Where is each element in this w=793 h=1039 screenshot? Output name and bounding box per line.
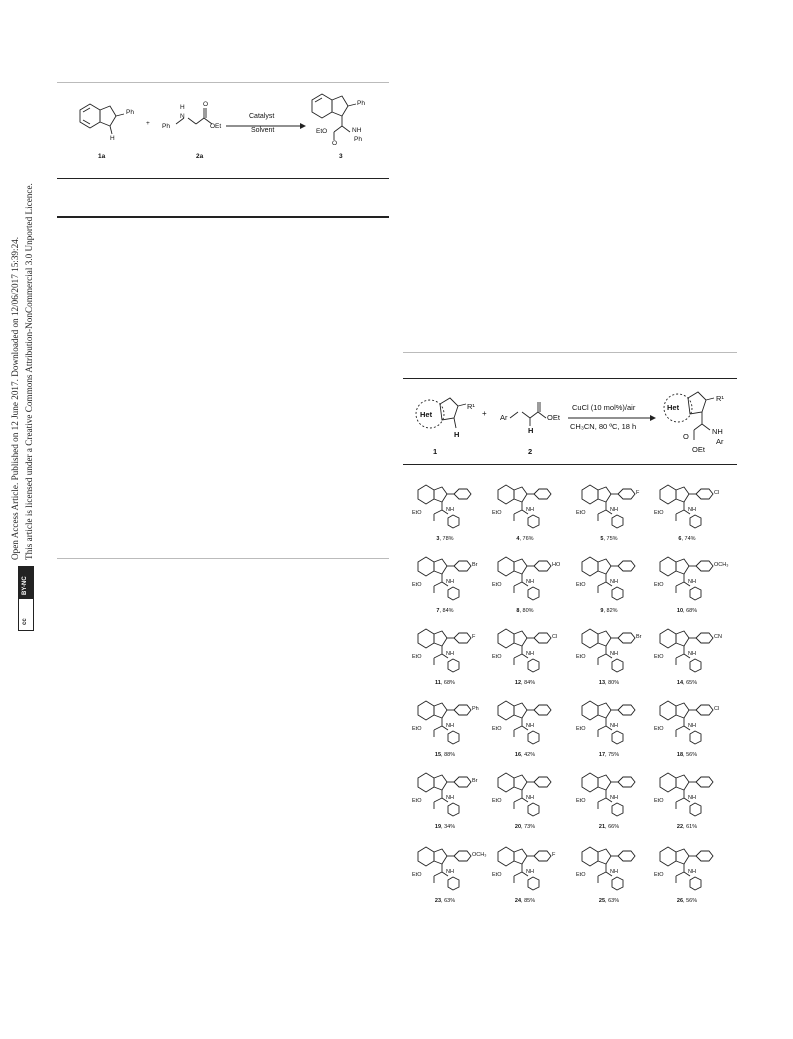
product-eto: EtO bbox=[412, 654, 422, 660]
scheme1-plus: + bbox=[146, 120, 150, 127]
product-number: 10 bbox=[676, 608, 684, 614]
product-9 bbox=[574, 552, 652, 622]
product-number: 20 bbox=[514, 824, 522, 830]
scheme2-cond-bottom: CH₃CN, 80 ºC, 18 h bbox=[570, 422, 637, 431]
product-eto: EtO bbox=[492, 726, 502, 732]
product-yield: , 68% bbox=[440, 680, 455, 686]
product-7 bbox=[410, 552, 488, 622]
product-number: 5 bbox=[600, 536, 604, 542]
product-substituent: HO bbox=[552, 562, 561, 568]
product-13 bbox=[574, 624, 652, 694]
product-eto: EtO bbox=[654, 872, 664, 878]
product-eto: EtO bbox=[492, 510, 502, 516]
product-eto: EtO bbox=[492, 654, 502, 660]
product-yield: , 65% bbox=[683, 680, 698, 686]
product-yield: , 68% bbox=[683, 608, 698, 614]
product-nh: NH bbox=[688, 507, 696, 513]
scheme1-r2-n: N bbox=[180, 113, 185, 120]
product-caption bbox=[490, 898, 560, 904]
product-substituent: Ph bbox=[472, 706, 479, 712]
product-eto: EtO bbox=[576, 726, 586, 732]
product-caption bbox=[574, 898, 644, 904]
scheme1-r2-ph: Ph bbox=[162, 123, 170, 130]
product-substituent: Br bbox=[636, 634, 642, 640]
product-yield: , 56% bbox=[683, 898, 698, 904]
product-eto: EtO bbox=[412, 510, 422, 516]
product-caption bbox=[574, 680, 644, 686]
sidebar-line-2: This article is licensed under a Creative Commons Attribution-NonCommercial 3.0 Unported Licence. bbox=[24, 183, 34, 560]
scheme2-ar: Ar bbox=[500, 413, 508, 422]
product-23 bbox=[410, 842, 488, 912]
product-nh: NH bbox=[526, 507, 534, 513]
product-number: 8 bbox=[516, 608, 520, 614]
product-number: 13 bbox=[598, 680, 606, 686]
product-caption bbox=[490, 824, 560, 830]
product-caption bbox=[410, 536, 480, 542]
product-nh: NH bbox=[526, 795, 534, 801]
product-nh: NH bbox=[526, 579, 534, 585]
product-eto: EtO bbox=[576, 510, 586, 516]
product-caption bbox=[652, 680, 722, 686]
product-nh: NH bbox=[526, 651, 534, 657]
product-number: 18 bbox=[676, 752, 684, 758]
scheme1-solvent: Solvent bbox=[251, 127, 275, 134]
product-substituent: F bbox=[552, 852, 556, 858]
product-number: 4 bbox=[516, 536, 520, 542]
product-yield: , 78% bbox=[439, 536, 454, 542]
product-eto: EtO bbox=[654, 582, 664, 588]
scheme2-label1: 1 bbox=[433, 447, 438, 456]
product-eto: EtO bbox=[412, 726, 422, 732]
scheme1-reactant2 bbox=[168, 102, 228, 136]
product-eto: EtO bbox=[576, 798, 586, 804]
product-11 bbox=[410, 624, 488, 694]
rule-top-left bbox=[57, 82, 389, 83]
scheme2-h: H bbox=[454, 430, 460, 439]
product-caption bbox=[410, 898, 480, 904]
product-eto: EtO bbox=[654, 654, 664, 660]
scheme1-r1-h: H bbox=[110, 135, 115, 142]
product-eto: EtO bbox=[492, 798, 502, 804]
scheme1-p-nh: NH bbox=[352, 127, 362, 134]
product-yield: , 34% bbox=[441, 824, 456, 830]
product-20 bbox=[490, 768, 568, 838]
scheme2-p-r1: R¹ bbox=[716, 394, 724, 403]
product-yield: , 84% bbox=[439, 608, 454, 614]
scheme2-p-o: O bbox=[683, 432, 689, 441]
product-eto: EtO bbox=[492, 872, 502, 878]
product-yield: , 63% bbox=[605, 898, 620, 904]
scheme1-r2-label: 2a bbox=[196, 153, 204, 160]
scheme1-reactant1 bbox=[72, 100, 132, 150]
scheme1-r2-o: O bbox=[203, 101, 209, 108]
product-eto: EtO bbox=[654, 510, 664, 516]
product-yield: , 42% bbox=[521, 752, 536, 758]
product-nh: NH bbox=[610, 795, 618, 801]
product-caption bbox=[410, 752, 480, 758]
product-yield: , 74% bbox=[681, 536, 696, 542]
scheme2-het: Het bbox=[420, 410, 433, 419]
sidebar-line-1: Open Access Article. Published on 12 June 2017. Downloaded on 12/06/2017 15:39:24. bbox=[10, 236, 20, 560]
product-caption bbox=[490, 680, 560, 686]
cc-badge-cc: cc bbox=[22, 618, 28, 625]
scheme1-p-ph: Ph bbox=[357, 100, 365, 107]
product-17 bbox=[574, 696, 652, 766]
product-nh: NH bbox=[688, 795, 696, 801]
rule-scheme2-bottom bbox=[403, 464, 737, 465]
product-eto: EtO bbox=[576, 654, 586, 660]
product-yield: , 73% bbox=[521, 824, 536, 830]
product-caption bbox=[652, 752, 722, 758]
product-yield: , 80% bbox=[605, 680, 620, 686]
product-number: 12 bbox=[514, 680, 522, 686]
scheme1-r1-ph: Ph bbox=[126, 109, 134, 116]
product-number: 26 bbox=[676, 898, 684, 904]
product-eto: EtO bbox=[412, 582, 422, 588]
product-5 bbox=[574, 480, 652, 550]
product-number: 16 bbox=[514, 752, 522, 758]
rule-scheme1-bottom bbox=[57, 178, 389, 179]
product-nh: NH bbox=[688, 651, 696, 657]
product-number: 9 bbox=[600, 608, 604, 614]
product-eto: EtO bbox=[492, 582, 502, 588]
product-number: 15 bbox=[434, 752, 442, 758]
product-caption bbox=[490, 608, 560, 614]
rule-left-bottom bbox=[57, 558, 389, 559]
product-caption bbox=[574, 752, 644, 758]
scheme1-p-eto: EtO bbox=[316, 128, 328, 135]
product-number: 17 bbox=[598, 752, 606, 758]
product-yield: , 66% bbox=[605, 824, 620, 830]
product-caption bbox=[652, 608, 722, 614]
product-22 bbox=[652, 768, 730, 838]
product-caption bbox=[652, 898, 722, 904]
scheme1-r2-h: H bbox=[180, 104, 185, 111]
product-yield: , 61% bbox=[683, 824, 698, 830]
product-nh: NH bbox=[688, 869, 696, 875]
product-25 bbox=[574, 842, 652, 912]
scheme2-nh: H bbox=[528, 426, 534, 435]
product-4 bbox=[490, 480, 568, 550]
rule-table-top bbox=[57, 216, 389, 218]
product-number: 11 bbox=[435, 680, 441, 686]
product-caption bbox=[574, 536, 644, 542]
product-nh: NH bbox=[526, 869, 534, 875]
product-number: 14 bbox=[676, 680, 684, 686]
product-3 bbox=[410, 480, 488, 550]
rule-right-top bbox=[403, 352, 737, 353]
product-caption bbox=[652, 536, 722, 542]
product-substituent: OCH₃ bbox=[472, 852, 487, 858]
product-18 bbox=[652, 696, 730, 766]
product-nh: NH bbox=[446, 651, 454, 657]
product-yield: , 85% bbox=[521, 898, 536, 904]
product-substituent: CN bbox=[714, 634, 722, 640]
product-yield: , 75% bbox=[603, 536, 618, 542]
product-26 bbox=[652, 842, 730, 912]
scheme2-arrow bbox=[568, 414, 658, 422]
scheme2-p-nh: NH bbox=[712, 427, 723, 436]
product-nh: NH bbox=[610, 579, 618, 585]
product-nh: NH bbox=[610, 507, 618, 513]
product-nh: NH bbox=[610, 651, 618, 657]
product-14 bbox=[652, 624, 730, 694]
product-caption bbox=[574, 608, 644, 614]
product-yield: , 76% bbox=[519, 536, 534, 542]
product-substituent: Cl bbox=[552, 634, 558, 640]
scheme2-p-ar: Ar bbox=[716, 437, 724, 446]
product-substituent: Br bbox=[472, 778, 478, 784]
product-substituent: Br bbox=[472, 562, 478, 568]
product-6 bbox=[652, 480, 730, 550]
product-substituent: OCH₃ bbox=[714, 562, 729, 568]
license-sidebar bbox=[0, 0, 50, 1039]
product-caption bbox=[490, 536, 560, 542]
product-nh: NH bbox=[446, 723, 454, 729]
cc-license-badge[interactable] bbox=[18, 566, 34, 631]
product-nh: NH bbox=[526, 723, 534, 729]
product-nh: NH bbox=[688, 723, 696, 729]
product-number: 21 bbox=[598, 824, 606, 830]
product-caption bbox=[410, 608, 480, 614]
product-nh: NH bbox=[688, 579, 696, 585]
product-yield: , 63% bbox=[441, 898, 456, 904]
product-eto: EtO bbox=[576, 872, 586, 878]
product-caption bbox=[490, 752, 560, 758]
product-caption bbox=[574, 824, 644, 830]
product-number: 25 bbox=[598, 898, 606, 904]
scheme2-p-het: Het bbox=[667, 403, 680, 412]
product-10 bbox=[652, 552, 730, 622]
product-yield: , 82% bbox=[603, 608, 618, 614]
product-21 bbox=[574, 768, 652, 838]
scheme2-oet: OEt bbox=[547, 413, 560, 422]
product-nh: NH bbox=[446, 507, 454, 513]
product-nh: NH bbox=[446, 869, 454, 875]
product-nh: NH bbox=[446, 579, 454, 585]
product-eto: EtO bbox=[412, 872, 422, 878]
cc-badge-text: BY-NC bbox=[22, 576, 28, 595]
scheme2-p-oet: OEt bbox=[692, 445, 705, 454]
product-eto: EtO bbox=[654, 726, 664, 732]
scheme1-r1-label: 1a bbox=[98, 153, 106, 160]
scheme1-catalyst: Catalyst bbox=[249, 113, 275, 120]
scheme1-p-label: 3 bbox=[339, 153, 343, 160]
product-number: 3 bbox=[436, 536, 440, 542]
product-12 bbox=[490, 624, 568, 694]
product-substituent: F bbox=[472, 634, 476, 640]
product-substituent: Cl bbox=[714, 706, 720, 712]
scheme2-r1: R¹ bbox=[467, 402, 475, 411]
scheme2-plus: + bbox=[482, 409, 487, 418]
product-nh: NH bbox=[610, 723, 618, 729]
product-number: 7 bbox=[436, 608, 440, 614]
product-15 bbox=[410, 696, 488, 766]
product-yield: , 56% bbox=[683, 752, 698, 758]
product-19 bbox=[410, 768, 488, 838]
scheme1-p-o: O bbox=[332, 140, 338, 147]
product-yield: , 88% bbox=[441, 752, 456, 758]
product-24 bbox=[490, 842, 568, 912]
product-eto: EtO bbox=[654, 798, 664, 804]
product-yield: , 80% bbox=[519, 608, 534, 614]
scheme1-r2-oet: OEt bbox=[210, 123, 222, 130]
product-number: 6 bbox=[678, 536, 682, 542]
product-8 bbox=[490, 552, 568, 622]
product-number: 22 bbox=[676, 824, 684, 830]
product-nh: NH bbox=[446, 795, 454, 801]
product-yield: , 84% bbox=[521, 680, 536, 686]
scheme2-label2: 2 bbox=[528, 447, 533, 456]
product-number: 19 bbox=[434, 824, 442, 830]
product-caption bbox=[652, 824, 722, 830]
product-16 bbox=[490, 696, 568, 766]
product-caption bbox=[410, 824, 480, 830]
product-number: 23 bbox=[434, 898, 442, 904]
scheme1-p-ph2: Ph bbox=[354, 136, 362, 143]
product-yield: , 75% bbox=[605, 752, 620, 758]
product-eto: EtO bbox=[412, 798, 422, 804]
product-number: 24 bbox=[514, 898, 522, 904]
product-caption bbox=[410, 680, 480, 686]
product-eto: EtO bbox=[576, 582, 586, 588]
product-substituent: F bbox=[636, 490, 640, 496]
scheme2-cond-top: CuCl (10 mol%)/air bbox=[572, 403, 636, 412]
product-substituent: Cl bbox=[714, 490, 720, 496]
product-nh: NH bbox=[610, 869, 618, 875]
scheme1-product bbox=[306, 92, 376, 152]
rule-scheme2-top bbox=[403, 378, 737, 379]
